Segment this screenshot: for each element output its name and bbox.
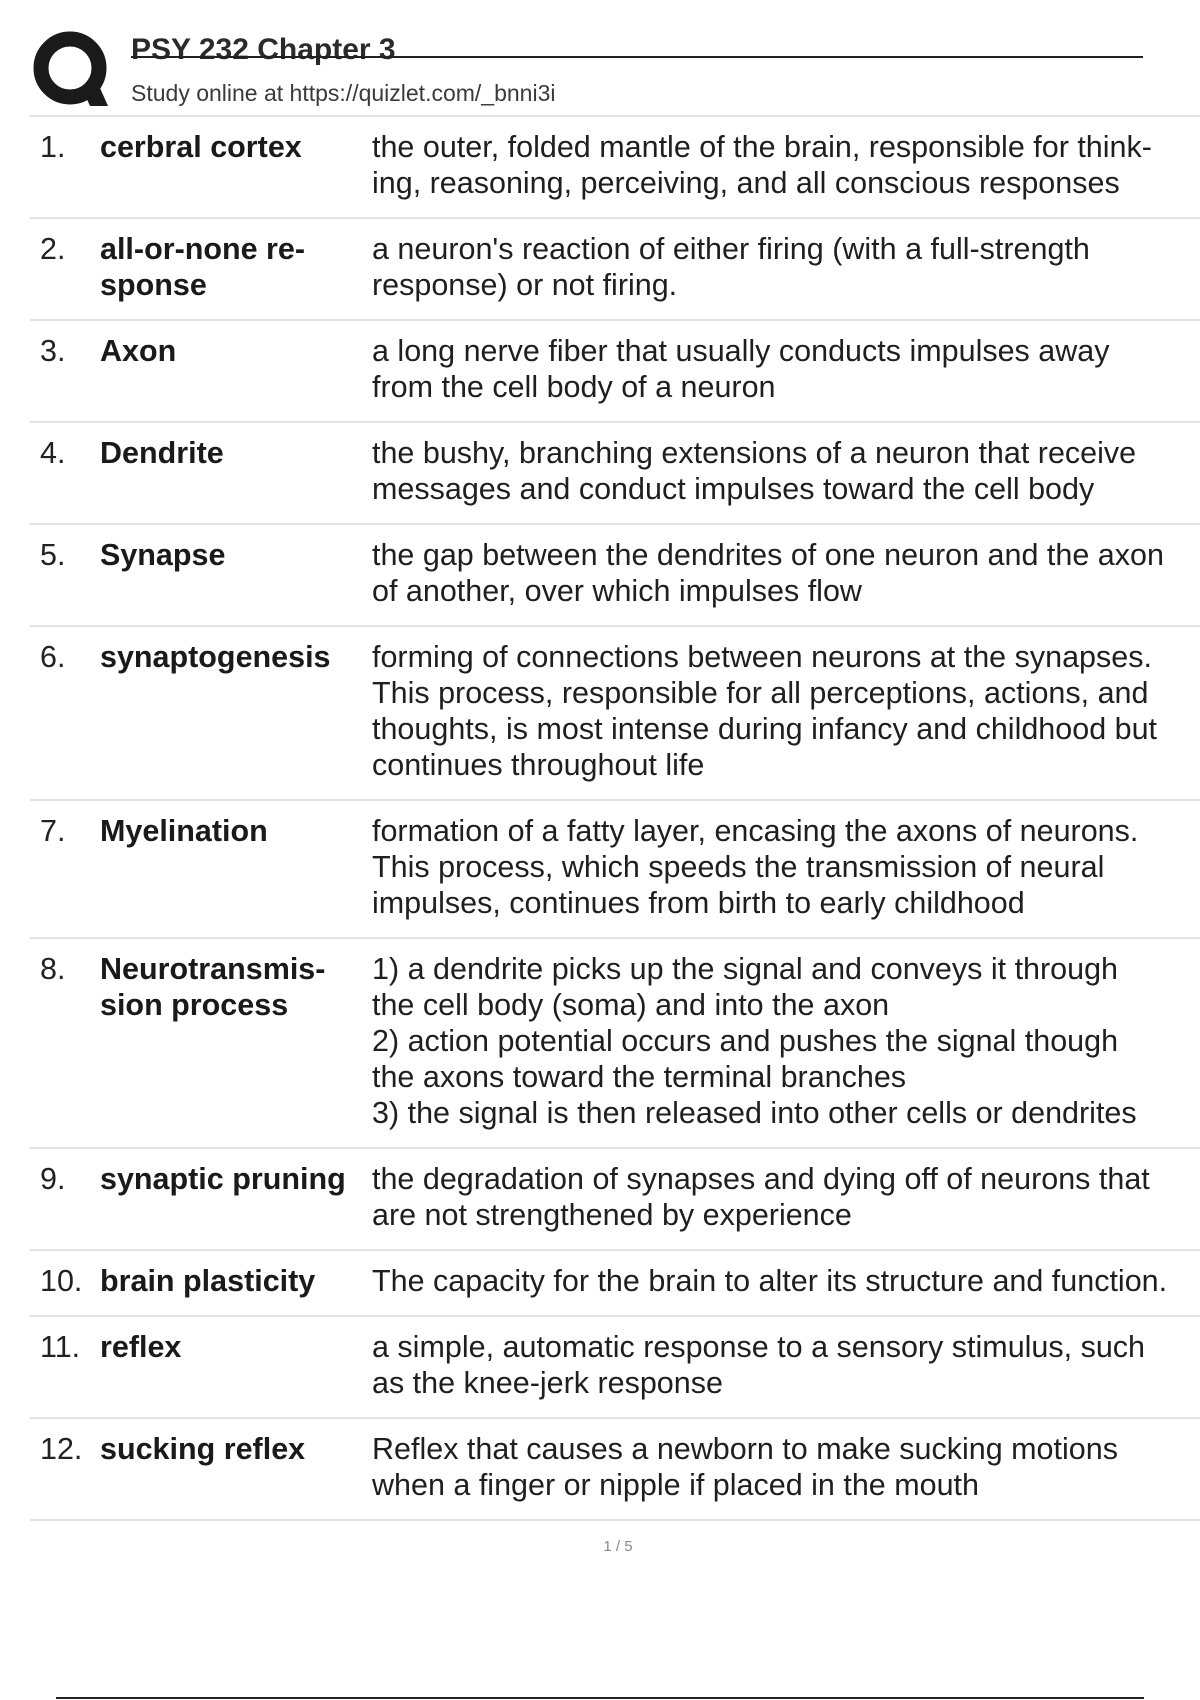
term-row (30, 1251, 1200, 1317)
term-number: 9. (40, 1162, 66, 1196)
term-definition: 1) a dendrite picks up the signal and conveys it through the cell body (soma) and into the axon 2) action potential occurs and pushes the signal though the axons toward the terminal branches 3) the signal is then released into other cells or dendrites (372, 952, 1137, 1130)
term-word: synaptic pruning (100, 1162, 346, 1196)
term-number: 8. (40, 952, 66, 986)
term-number: 1. (40, 130, 66, 164)
term-row (30, 321, 1200, 423)
page-number: 1 / 5 (603, 1538, 633, 1555)
term-number: 12. (40, 1432, 83, 1466)
footer-divider (56, 1697, 1144, 1699)
term-word: sucking reflex (100, 1432, 306, 1466)
term-number: 7. (40, 814, 66, 848)
quizlet-logo-icon (32, 30, 112, 110)
term-definition: formation of a fatty layer, encasing the axons of neurons. This process, which speeds the transmission of neural impulses, continues from birth to early childhood (372, 814, 1139, 920)
page-title: PSY 232 Chapter 3 (131, 33, 396, 66)
term-word: all-or-none re- sponse (100, 232, 306, 302)
term-number: 2. (40, 232, 66, 266)
term-definition: The capacity for the brain to alter its structure and function. (372, 1264, 1168, 1298)
term-word: Neurotransmis- sion process (100, 952, 326, 1022)
term-row (30, 219, 1200, 321)
terms-list (30, 115, 1200, 1521)
term-number: 11. (40, 1330, 81, 1364)
term-word: cerbral cortex (100, 130, 302, 164)
term-row (30, 423, 1200, 525)
term-number: 3. (40, 334, 66, 368)
term-row (30, 939, 1200, 1149)
term-definition: the degradation of synapses and dying off of neurons that are not strengthened by experience (372, 1162, 1150, 1232)
term-row (30, 1317, 1200, 1419)
study-online-link-text: Study online at https://quizlet.com/_bnni3i (131, 80, 556, 106)
term-row (30, 1419, 1200, 1521)
term-number: 4. (40, 436, 66, 470)
term-word: Dendrite (100, 436, 224, 470)
term-definition: the bushy, branching extensions of a neuron that receive messages and conduct impulses toward the cell body (372, 436, 1137, 506)
term-number: 6. (40, 640, 66, 674)
term-row (30, 1149, 1200, 1251)
term-definition: the outer, folded mantle of the brain, responsible for think- ing, reasoning, perceiving, and all conscious responses (372, 130, 1152, 200)
term-row (30, 627, 1200, 801)
term-number: 10. (40, 1264, 83, 1298)
term-row (30, 117, 1200, 219)
header-divider (131, 56, 1143, 58)
term-word: synaptogenesis (100, 640, 331, 674)
term-definition: forming of connections between neurons at the synapses. This process, responsible for all perceptions, actions, and thoughts, is most intense during infancy and childhood but continues throughout life (372, 640, 1158, 782)
term-word: Axon (100, 334, 177, 368)
term-row (30, 525, 1200, 627)
term-definition: Reflex that causes a newborn to make sucking motions when a finger or nipple if placed in the mouth (372, 1432, 1118, 1502)
term-word: brain plasticity (100, 1264, 316, 1298)
term-number: 5. (40, 538, 66, 572)
term-definition: a neuron's reaction of either firing (with a full-strength response) or not firing. (372, 232, 1090, 302)
term-word: reflex (100, 1330, 182, 1364)
term-word: Synapse (100, 538, 226, 572)
term-definition: a long nerve fiber that usually conducts impulses away from the cell body of a neuron (372, 334, 1110, 404)
term-word: Myelination (100, 814, 268, 848)
term-row (30, 801, 1200, 939)
term-definition: the gap between the dendrites of one neuron and the axon of another, over which impulses flow (372, 538, 1164, 608)
term-definition: a simple, automatic response to a sensory stimulus, such as the knee-jerk response (372, 1330, 1146, 1400)
